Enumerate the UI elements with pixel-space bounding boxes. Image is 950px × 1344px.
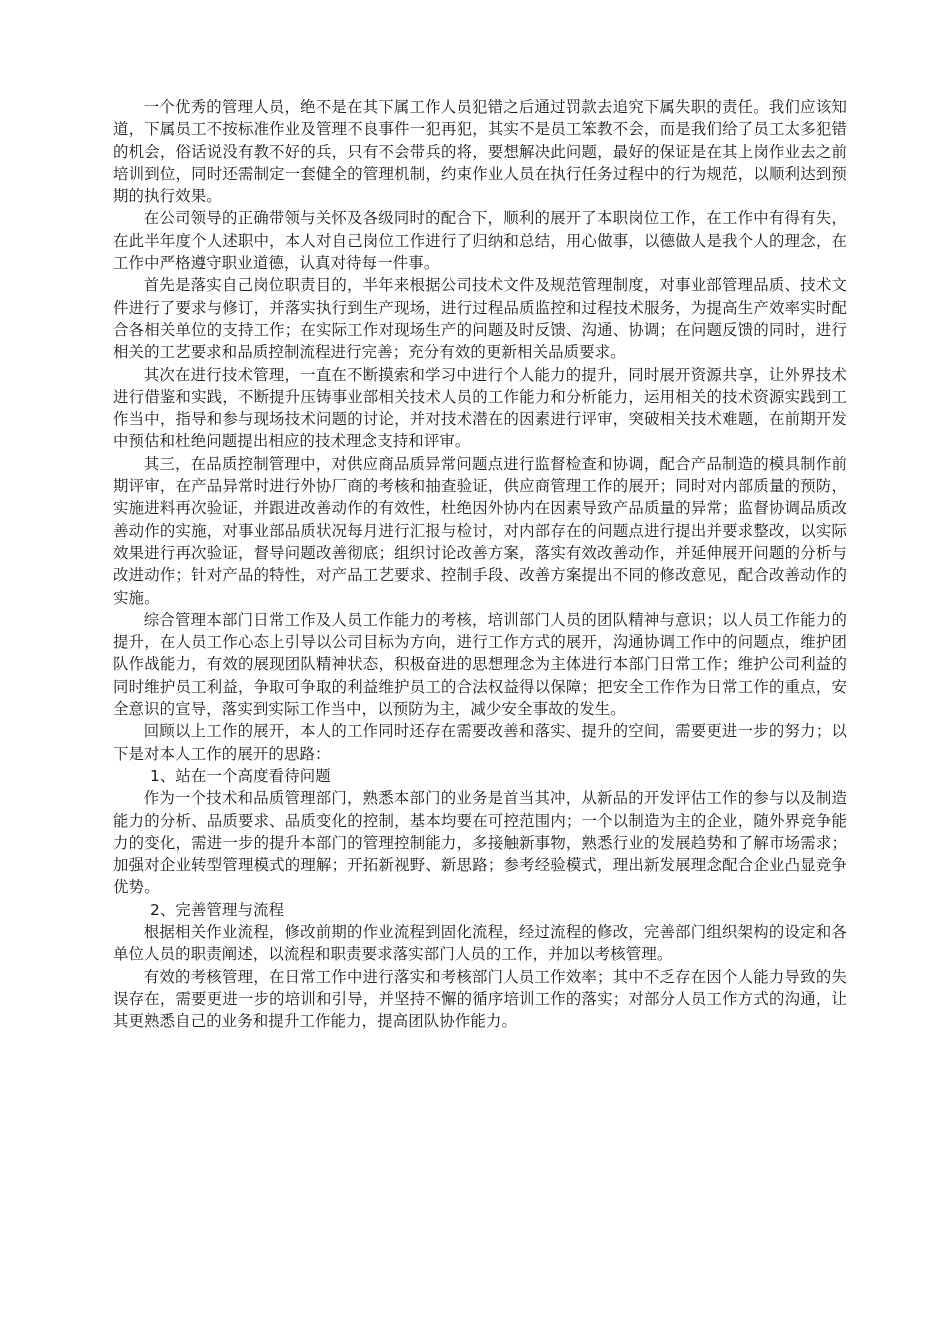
document-body (113, 96, 847, 1032)
paragraph-perspective: 作为一个技术和品质管理部门，熟悉本部门的业务是首当其冲，从新品的开发评估工作的参与以及制造能力的分析、品质要求、品质变化的控制，基本均要在可控范围内；一个以制造为主的企业，随外界竞争能力的变化，需进一步的提升本部门的管理控制能力，多接触新事物，熟悉行业的发展趋势和了解市场需求；加强对企业转型管理模式的理解；开拓新视野、新思路；参考经验模式，理出新发展理念配合企业凸显竞争优势。 (113, 789, 847, 897)
section-heading-1: 1、站在一个高度看待问题 (149, 766, 331, 785)
paragraph-review: 回顾以上工作的展开，本人的工作同时还存在需要改善和落实、提升的空间，需要更进一步的努力；以下是对本人工作的展开的思路： (113, 722, 847, 763)
paragraph-department-management: 综合管理本部门日常工作及人员工作能力的考核，培训部门人员的团队精神与意识；以人员工作能力的提升，在人员工作心态上引导以公司目标为方向，进行工作方式的展开，沟通协调工作中的问题点，维护团队作战能力，有效的展现团队精神状态，积极奋进的思想理念为主体进行本部门日常工作；维护公司利益的同时维护员工利益，争取可争取的利益维护员工的合法权益得以保障；把安全工作作为日常工作的重点，安全意识的宣导，落实到实际工作当中，以预防为主，减少安全事故的发生。 (113, 610, 847, 719)
paragraph-job-duties: 首先是落实自己岗位职责目的，半年来根据公司技术文件及规范管理制度，对事业部管理品质、技术文件进行了要求与修订，并落实执行到生产现场，进行过程品质监控和过程技术服务，为提高生产效率实时配合各相关单位的支持工作；在实际工作对现场生产的问题及时反馈、沟通、协调；在问题反馈的同时，进行相关的工艺要求和品质控制流程进行完善；充分有效的更新相关品质要求。 (113, 276, 847, 362)
section-heading-2: 2、完善管理与流程 (149, 900, 285, 919)
paragraph-introduction: 在公司领导的正确带领与关怀及各级同时的配合下，顺利的展开了本职岗位工作，在工作中有得有失，在此半年度个人述职中，本人对自己岗位工作进行了归纳和总结，用心做事，以德做人是我个人的理念，在工作中严格遵守职业道德，认真对待每一件事。 (113, 209, 847, 273)
paragraph-assessment: 有效的考核管理，在日常工作中进行落实和考核部门人员工作效率；其中不乏存在因个人能力导致的失误存在，需要更进一步的培训和引导，并坚持不懈的循序培训工作的落实；对部分人员工作方式的沟通，让其更熟悉自己的业务和提升工作能力，提高团队协作能力。 (113, 967, 847, 1031)
paragraph-process: 根据相关作业流程，修改前期的作业流程到固化流程，经过流程的修改，完善部门组织架构的设定和各单位人员的职责阐述，以流程和职责要求落实部门人员的工作，并加以考核管理。 (113, 922, 847, 964)
paragraph-management-philosophy: 一个优秀的管理人员，绝不是在其下属工作人员犯错之后通过罚款去追究下属失职的责任。我们应该知道，下属员工不按标准作业及管理不良事件一犯再犯，其实不是员工笨教不会，而是我们给了员工太多犯错的机会，俗话说没有教不好的兵，只有不会带兵的将，要想解决此问题，最好的保证是在其上岗作业去之前培训到位，同时还需制定一套健全的管理机制，约束作业人员在执行任务过程中的行为规范，以顺利达到预期的执行效果。 (113, 98, 847, 206)
paragraph-quality-control: 其三，在品质控制管理中，对供应商品质异常问题点进行监督检查和协调，配合产品制造的模具制作前期评审，在产品异常时进行外协厂商的考核和抽查验证，供应商管理工作的展开；同时对内部质量的预防，实施进料再次验证，并跟进改善动作的有效性，杜绝因外协内在因素导致产品质量的异常；监督协调品质改善动作的实施，对事业部品质状况每月进行汇报与检讨，对内部存在的问题点进行提出并要求整改，以实际效果进行再次验证，督导问题改善彻底；组织讨论改善方案，落实有效改善动作，并延伸展开问题的分析与改进动作；针对产品的特性，对产品工艺要求、控制手段、改善方案提出不同的修改意见，配合改善动作的实施。 (113, 454, 847, 607)
paragraph-technical-management: 其次在进行技术管理，一直在不断摸索和学习中进行个人能力的提升，同时展开资源共享，让外界技术进行借鉴和实践，不断提升压铸事业部相关技术人员的工作能力和分析能力，运用相关的技术资源实践到工作当中，指导和参与现场技术问题的讨论，并对技术潜在的因素进行评审，突破相关技术难题，在前期开发中预估和杜绝问题提出相应的技术理念支持和评审。 (113, 365, 847, 451)
